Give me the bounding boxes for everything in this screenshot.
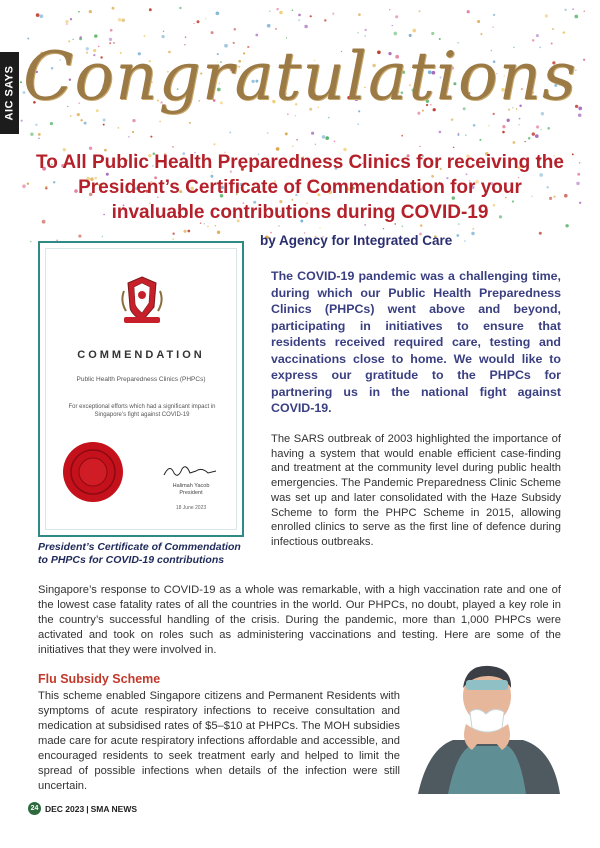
confetti-dot xyxy=(519,118,521,120)
confetti-dot xyxy=(21,120,23,122)
coat-of-arms-icon xyxy=(118,273,166,329)
confetti-dot xyxy=(276,8,279,11)
confetti-dot xyxy=(216,11,220,15)
issue-date: DEC 2023 xyxy=(45,803,85,814)
confetti-dot xyxy=(467,10,470,13)
confetti-dot xyxy=(480,33,482,35)
confetti-dot xyxy=(419,146,420,147)
confetti-dot xyxy=(213,143,215,145)
confetti-dot xyxy=(172,238,174,240)
confetti-dot xyxy=(547,127,550,130)
confetti-dot xyxy=(477,20,480,23)
confetti-dot xyxy=(132,119,135,122)
lead-paragraph: The COVID-19 pandemic was a challenging time, during which our Public Health Preparedness Clinics (PHPCs) went above and beyond, participating in initiatives to ensure that residents received required care, testing and vaccinations close to home. We would like to express our gratitude to the PHPCs for partnering us in the national fight against COVID-19. xyxy=(271,269,561,415)
confetti-dot xyxy=(35,124,37,126)
confetti-dot xyxy=(322,135,326,139)
confetti-dot xyxy=(207,225,209,227)
footer-separator: | xyxy=(86,803,89,814)
confetti-dot xyxy=(298,19,300,21)
confetti-dot xyxy=(545,14,548,17)
confetti-dot xyxy=(103,119,106,122)
confetti-dot xyxy=(304,25,307,28)
confetti-dot xyxy=(163,31,164,32)
confetti-dot xyxy=(269,11,270,12)
certificate-figure xyxy=(38,241,248,567)
confetti-dot xyxy=(412,29,416,33)
confetti-dot xyxy=(122,18,126,22)
flu-subsidy-paragraph: This scheme enabled Singapore citizens and Permanent Residents with symptoms of acute respiratory infections to receive consultation and medication at subsidised rates of $5–$10 at PHPCs. The MOH subsidies made care for acute respiratory infections affordable and accessible, and encouraged residents to seek treatment early and helped to limit the spread of possible infections when details of the infection were still uncertain. xyxy=(38,690,400,792)
confetti-dot xyxy=(392,25,393,26)
certificate-description: For exceptional efforts which had a significant impact in Singapore’s fight against COVID-19 xyxy=(68,404,216,418)
confetti-dot xyxy=(536,125,539,128)
confetti-dot xyxy=(473,124,476,127)
confetti-dot xyxy=(217,231,220,234)
confetti-dot xyxy=(451,118,454,121)
confetti-dot xyxy=(205,18,206,19)
confetti-dot xyxy=(30,133,33,136)
confetti-dot xyxy=(78,11,80,13)
confetti-dot xyxy=(513,141,516,144)
confetti-dot xyxy=(292,9,294,11)
confetti-dot xyxy=(564,9,566,11)
confetti-dot xyxy=(315,144,317,146)
confetti-dot xyxy=(574,15,578,19)
certificate-org: Public Health Preparedness Clinics (PHPCs) xyxy=(76,376,206,383)
confetti-dot xyxy=(518,124,519,125)
confetti-dot xyxy=(563,31,565,33)
confetti-dot xyxy=(324,19,326,21)
confetti-dot xyxy=(189,122,191,124)
red-seal-icon xyxy=(62,441,124,503)
publication-name: SMA NEWS xyxy=(90,803,138,814)
confetti-dot xyxy=(365,29,367,31)
confetti-dot xyxy=(383,228,384,229)
confetti-dot xyxy=(255,34,258,37)
confetti-dot xyxy=(187,230,190,233)
confetti-dot xyxy=(103,124,105,126)
confetti-dot xyxy=(357,123,359,125)
confetti-dot xyxy=(150,136,152,138)
confetti-dot xyxy=(334,141,336,143)
confetti-dot xyxy=(431,32,434,35)
confetti-dot xyxy=(211,31,214,34)
confetti-dot xyxy=(502,131,505,134)
page-number: 24 xyxy=(28,802,41,815)
confetti-dot xyxy=(395,15,398,18)
confetti-dot xyxy=(50,122,53,125)
confetti-dot xyxy=(128,136,129,137)
confetti-dot xyxy=(215,225,216,226)
confetti-dot xyxy=(465,134,467,136)
confetti-dot xyxy=(89,10,92,13)
signer-title: President xyxy=(179,490,203,496)
confetti-dot xyxy=(479,139,481,141)
flu-subsidy-heading: Flu Subsidy Scheme xyxy=(38,672,161,686)
confetti-dot xyxy=(267,132,269,134)
confetti-dot xyxy=(579,202,581,204)
confetti-dot xyxy=(298,14,301,17)
confetti-dot xyxy=(27,182,29,184)
confetti-dot xyxy=(528,137,531,140)
confetti-dot xyxy=(38,137,40,139)
confetti-dot xyxy=(144,35,146,37)
certificate-heading: COMMENDATION xyxy=(77,349,205,361)
confetti-dot xyxy=(278,225,279,226)
confetti-dot xyxy=(149,8,152,11)
confetti-dot xyxy=(536,34,539,37)
confetti-dot xyxy=(179,7,181,9)
confetti-dot xyxy=(39,14,43,18)
confetti-dot xyxy=(102,236,103,237)
confetti-dot xyxy=(172,146,173,147)
confetti-dot xyxy=(275,28,277,30)
confetti-dot xyxy=(197,20,200,23)
confetti-dot xyxy=(110,29,113,32)
confetti-dot xyxy=(310,15,312,17)
confetti-dot xyxy=(296,139,298,141)
confetti-dot xyxy=(229,131,231,133)
confetti-dot xyxy=(540,129,541,130)
confetti-dot xyxy=(70,18,72,20)
confetti-dot xyxy=(193,23,194,24)
confetti-dot xyxy=(358,13,361,16)
confetti-dot xyxy=(234,28,237,31)
confetti-dot xyxy=(409,34,412,37)
confetti-dot xyxy=(65,20,68,23)
confetti-dot xyxy=(364,35,366,37)
response-paragraph: Singapore’s response to COVID-19 as a whole was remarkable, with a high vaccination rate and one of the lowest case fatality rates of all the countries in the world. Our PHPCs, no doubt, played a key role in the country’s successful handling of the crisis. During the pandemic, more than 1,000 PHPCs were activated and took on roles such as administering vaccinations and testing. Here are some of the initiatives that they were involved in. xyxy=(38,584,561,656)
confetti-dot xyxy=(472,228,474,230)
byline: by Agency for Integrated Care xyxy=(260,233,453,248)
confetti-dot xyxy=(159,121,160,122)
confetti-dot xyxy=(488,125,490,127)
confetti-dot xyxy=(292,145,293,146)
confetti-dot xyxy=(401,135,403,137)
signature-icon xyxy=(160,461,220,479)
confetti-dot xyxy=(502,125,505,128)
page-footer xyxy=(28,802,137,815)
confetti-dot xyxy=(70,115,72,117)
confetti-dot xyxy=(535,134,539,138)
confetti-dot xyxy=(325,136,329,140)
section-tab-label: AIC SAYS xyxy=(3,65,16,121)
confetti-dot xyxy=(389,9,390,10)
confetti-dot xyxy=(457,134,459,136)
certificate-date: 18 June 2023 xyxy=(175,505,207,511)
confetti-dot xyxy=(439,131,442,134)
confetti-dot xyxy=(552,28,554,30)
confetti-dot xyxy=(78,235,81,238)
sick-person-illustration xyxy=(408,654,568,794)
confetti-dot xyxy=(311,132,314,135)
confetti-dot xyxy=(84,122,87,125)
confetti-dot xyxy=(132,131,134,133)
confetti-dot xyxy=(328,117,330,119)
confetti-dot xyxy=(576,182,580,186)
confetti-dot xyxy=(493,14,495,16)
confetti-dot xyxy=(183,230,186,233)
confetti-dot xyxy=(118,18,122,22)
signer-block xyxy=(152,483,230,497)
confetti-dot xyxy=(295,115,296,116)
confetti-dot xyxy=(572,153,574,155)
confetti-dot xyxy=(285,132,288,135)
confetti-dot xyxy=(279,11,282,14)
confetti-dot xyxy=(524,141,525,142)
confetti-dot xyxy=(112,7,115,10)
certificate-caption: President’s Certificate of Commendation to PHPCs for COVID-19 contributions xyxy=(38,541,241,566)
confetti-dot xyxy=(38,133,41,136)
confetti-dot xyxy=(22,184,26,188)
certificate-image xyxy=(38,241,244,537)
confetti-dot xyxy=(572,8,573,9)
congratulations-title: Congratulations xyxy=(22,38,578,115)
confetti-dot xyxy=(419,10,421,12)
confetti-dot xyxy=(493,27,494,28)
confetti-dot xyxy=(357,32,358,33)
confetti-dot xyxy=(579,162,581,164)
confetti-dot xyxy=(30,241,31,242)
confetti-dot xyxy=(402,226,404,228)
signer-name: Halimah Yacob xyxy=(172,483,210,489)
confetti-dot xyxy=(172,233,174,235)
confetti-dot xyxy=(80,119,82,121)
sars-paragraph: The SARS outbreak of 2003 highlighted the importance of having a system that would enable efficient case-finding and treatment at the community level during public health emergencies. The Pandemic Preparedness Clinic Scheme was set up and later consolidated with the Haze Subsidy Scheme to form the PHPC Scheme in 2015, allowing enrolled clinics to serve as the first line of defence during infectious outbreaks. xyxy=(271,433,561,548)
headline: To All Public Health Preparedness Clinics for receiving the President’s Certificate of Commendation for your invaluable contributions during COVID-19 xyxy=(36,152,564,223)
confetti-dot xyxy=(117,127,119,129)
confetti-dot xyxy=(393,32,397,36)
confetti-dot xyxy=(584,11,585,12)
confetti-dot xyxy=(577,173,580,176)
confetti-dot xyxy=(267,24,271,28)
confetti-dot xyxy=(507,119,510,122)
confetti-dot xyxy=(319,227,320,228)
confetti-dot xyxy=(453,147,455,149)
confetti-dot xyxy=(532,132,535,135)
confetti-dot xyxy=(36,13,40,17)
confetti-dot xyxy=(332,13,334,15)
